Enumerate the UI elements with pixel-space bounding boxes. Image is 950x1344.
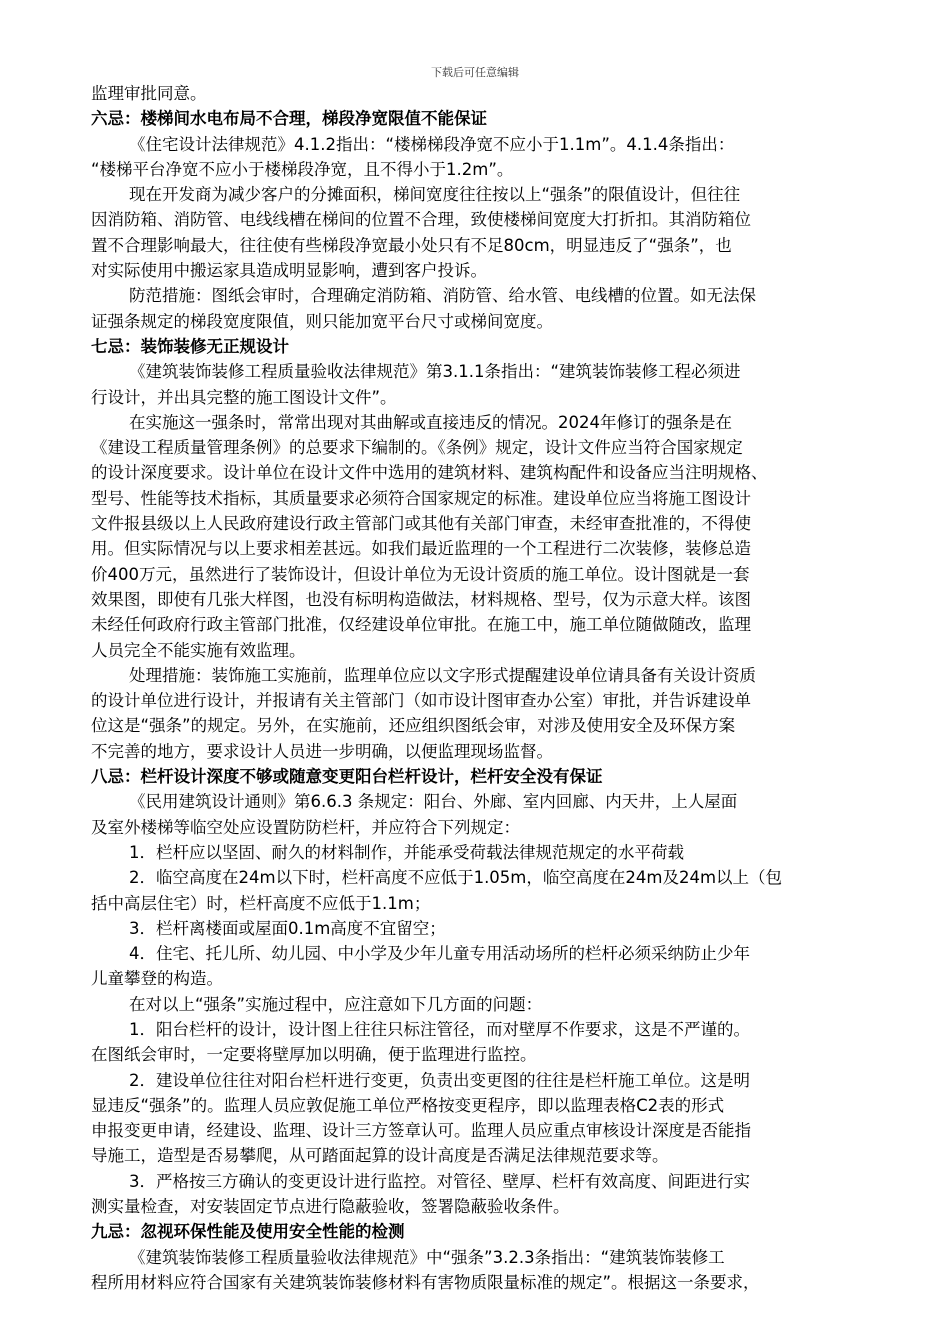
- text-line: 型号、性能等技术指标，其质量要求必须符合国家规定的标准。建设单位应当将施工图设计: [91, 488, 751, 508]
- text-line: 在对以上“强条”实施过程中，应注意如下几方面的问题：: [129, 994, 543, 1014]
- text-line: 导施工，造型是否易攀爬，从可踏面起算的设计高度是否满足法律规范要求等。: [91, 1146, 669, 1166]
- text-line: 1．阳台栏杆的设计，设计图上往往只标注管径，而对壁厚不作要求，这是不严谨的。: [129, 1019, 750, 1039]
- text-line: 《建筑装饰装修工程质量验收法律规范》第3.1.1条指出：“建筑装饰装修工程必须进: [129, 362, 741, 382]
- text-line: “楼梯平台净宽不应小于楼梯段净宽，且不得小于1.2m”。: [91, 159, 514, 179]
- text-line: 在实施这一强条时，常常出现对其曲解或直接违反的情况。2024年修订的强条是在: [129, 412, 732, 432]
- text-line: 未经任何政府行政主管部门批准，仅经建设单位审批。在施工中，施工单位随做随改，监理: [91, 615, 751, 635]
- text-line: 不完善的地方，要求设计人员进一步明确，以便监理现场监督。: [91, 741, 553, 761]
- section-heading: 八忌：栏杆设计深度不够或随意变更阳台栏杆设计，栏杆安全没有保证: [91, 767, 603, 787]
- text-line: 行设计，并出具完整的施工图设计文件”。: [91, 387, 397, 407]
- text-line: 申报变更申请，经建设、监理、设计三方签章认可。监理人员应重点审核设计深度是否能指: [91, 1121, 751, 1141]
- text-line: 处理措施：装饰施工实施前，监理单位应以文字形式提醒建设单位请具备有关设计资质: [129, 665, 756, 685]
- text-line: 1．栏杆应以坚固、耐久的材料制作，并能承受荷载法律规范规定的水平荷载: [129, 842, 684, 862]
- section-heading: 六忌：楼梯间水电布局不合理，梯段净宽限值不能保证: [91, 109, 487, 129]
- text-line: 监理审批同意。: [91, 84, 207, 103]
- text-line: 显违反“强条”的。监理人员应敦促施工单位严格按变更程序，即以监理表格C2表的形式: [91, 1095, 725, 1115]
- text-line: 程所用材料应符合国家有关建筑装饰装修材料有害物质限量标准的规定”。根据这一条要求，: [91, 1272, 760, 1292]
- text-line: 3．严格按三方确认的变更设计进行监控。对管径、壁厚、栏杆有效高度、间距进行实: [129, 1171, 750, 1191]
- section-heading: 九忌：忽视环保性能及使用安全性能的检测: [91, 1222, 405, 1242]
- text-line: 价400万元，虽然进行了装饰设计，但设计单位为无设计资质的施工单位。设计图就是一套: [91, 564, 750, 584]
- text-line: 2．建设单位往往对阳台栏杆进行变更，负责出变更图的往往是栏杆施工单位。这是明: [129, 1070, 750, 1090]
- text-line: 现在开发商为减少客户的分摊面积，梯间宽度往往按以上“强条”的限值设计，但往往: [129, 185, 741, 205]
- text-line: 2．临空高度在24m以下时，栏杆高度不应低于1.05m，临空高度在24m及24m以上（包: [129, 868, 783, 888]
- text-line: 的设计深度要求。设计单位在设计文件中选用的建筑材料、建筑构配件和设备应当注明规格、: [91, 463, 768, 483]
- text-line: 的设计单位进行设计，并报请有关主管部门（如市设计图审查办公室）审批，并告诉建设单: [91, 691, 751, 711]
- text-line: 用。但实际情况与以上要求相差甚远。如我们最近监理的一个工程进行二次装修，装修总造: [91, 539, 751, 559]
- text-line: 测实量检查，对安装固定节点进行隐蔽验收，签署隐蔽验收条件。: [91, 1197, 570, 1217]
- text-line: 及室外楼梯等临空处应设置防防栏杆，并应符合下列规定：: [91, 817, 520, 837]
- text-line: 证强条规定的梯段宽度限值，则只能加宽平台尺寸或梯间宽度。: [91, 311, 553, 331]
- text-line: 效果图，即使有几张大样图，也没有标明构造做法，材料规格、型号，仅为示意大样。该图: [91, 589, 751, 609]
- text-line: 《民用建筑设计通则》第6.6.3 条规定：阳台、外廊、室内回廊、内天井，上人屋面: [129, 792, 738, 812]
- text-line: 《建设工程质量管理条例》的总要求下编制的。《条例》规定，设计文件应当符合国家规定: [91, 438, 743, 458]
- text-line: 人员完全不能实施有效监理。: [91, 640, 306, 660]
- text-line: 位这是“强条”的规定。另外，在实施前，还应组织图纸会审，对涉及使用安全及环保方案: [91, 716, 736, 736]
- text-line: 3．栏杆离楼面或屋面0.1m高度不宜留空；: [129, 918, 446, 938]
- text-line: 儿童攀登的构造。: [91, 969, 223, 989]
- text-line: 因消防箱、消防管、电线线槽在梯间的位置不合理，致使楼梯间宽度大打折扣。其消防箱位: [91, 210, 751, 230]
- text-line: 《建筑装饰装修工程质量验收法律规范》中“强条”3.2.3条指出：“建筑装饰装修工: [129, 1247, 725, 1267]
- page-header: 下载后可任意编辑: [431, 66, 519, 79]
- section-heading: 七忌：装饰装修无正规设计: [91, 336, 289, 356]
- text-line: 文件报县级以上人民政府建设行政主管部门或其他有关部门审查，未经审查批准的，不得使: [91, 514, 751, 534]
- text-line: 《住宅设计法律规范》4.1.2指出：“楼梯梯段净宽不应小于1.1m”。4.1.4条指出：: [129, 134, 735, 154]
- text-line: 4．住宅、托儿所、幼儿园、中小学及少年儿童专用活动场所的栏杆必须采纳防止少年: [129, 944, 750, 964]
- text-line: 防范措施：图纸会审时，合理确定消防箱、消防管、给水管、电线槽的位置。如无法保: [129, 286, 756, 306]
- text-line: 括中高层住宅）时，栏杆高度不应低于1.1m；: [91, 893, 431, 913]
- document-body: [91, 81, 871, 1295]
- text-line: 置不合理影响最大，往往使有些梯段净宽最小处只有不足80cm，明显违反了“强条”，也: [91, 235, 732, 255]
- text-line: 对实际使用中搬运家具造成明显影响，遭到客户投诉。: [91, 261, 487, 281]
- text-line: 在图纸会审时，一定要将壁厚加以明确，便于监理进行监控。: [91, 1045, 537, 1065]
